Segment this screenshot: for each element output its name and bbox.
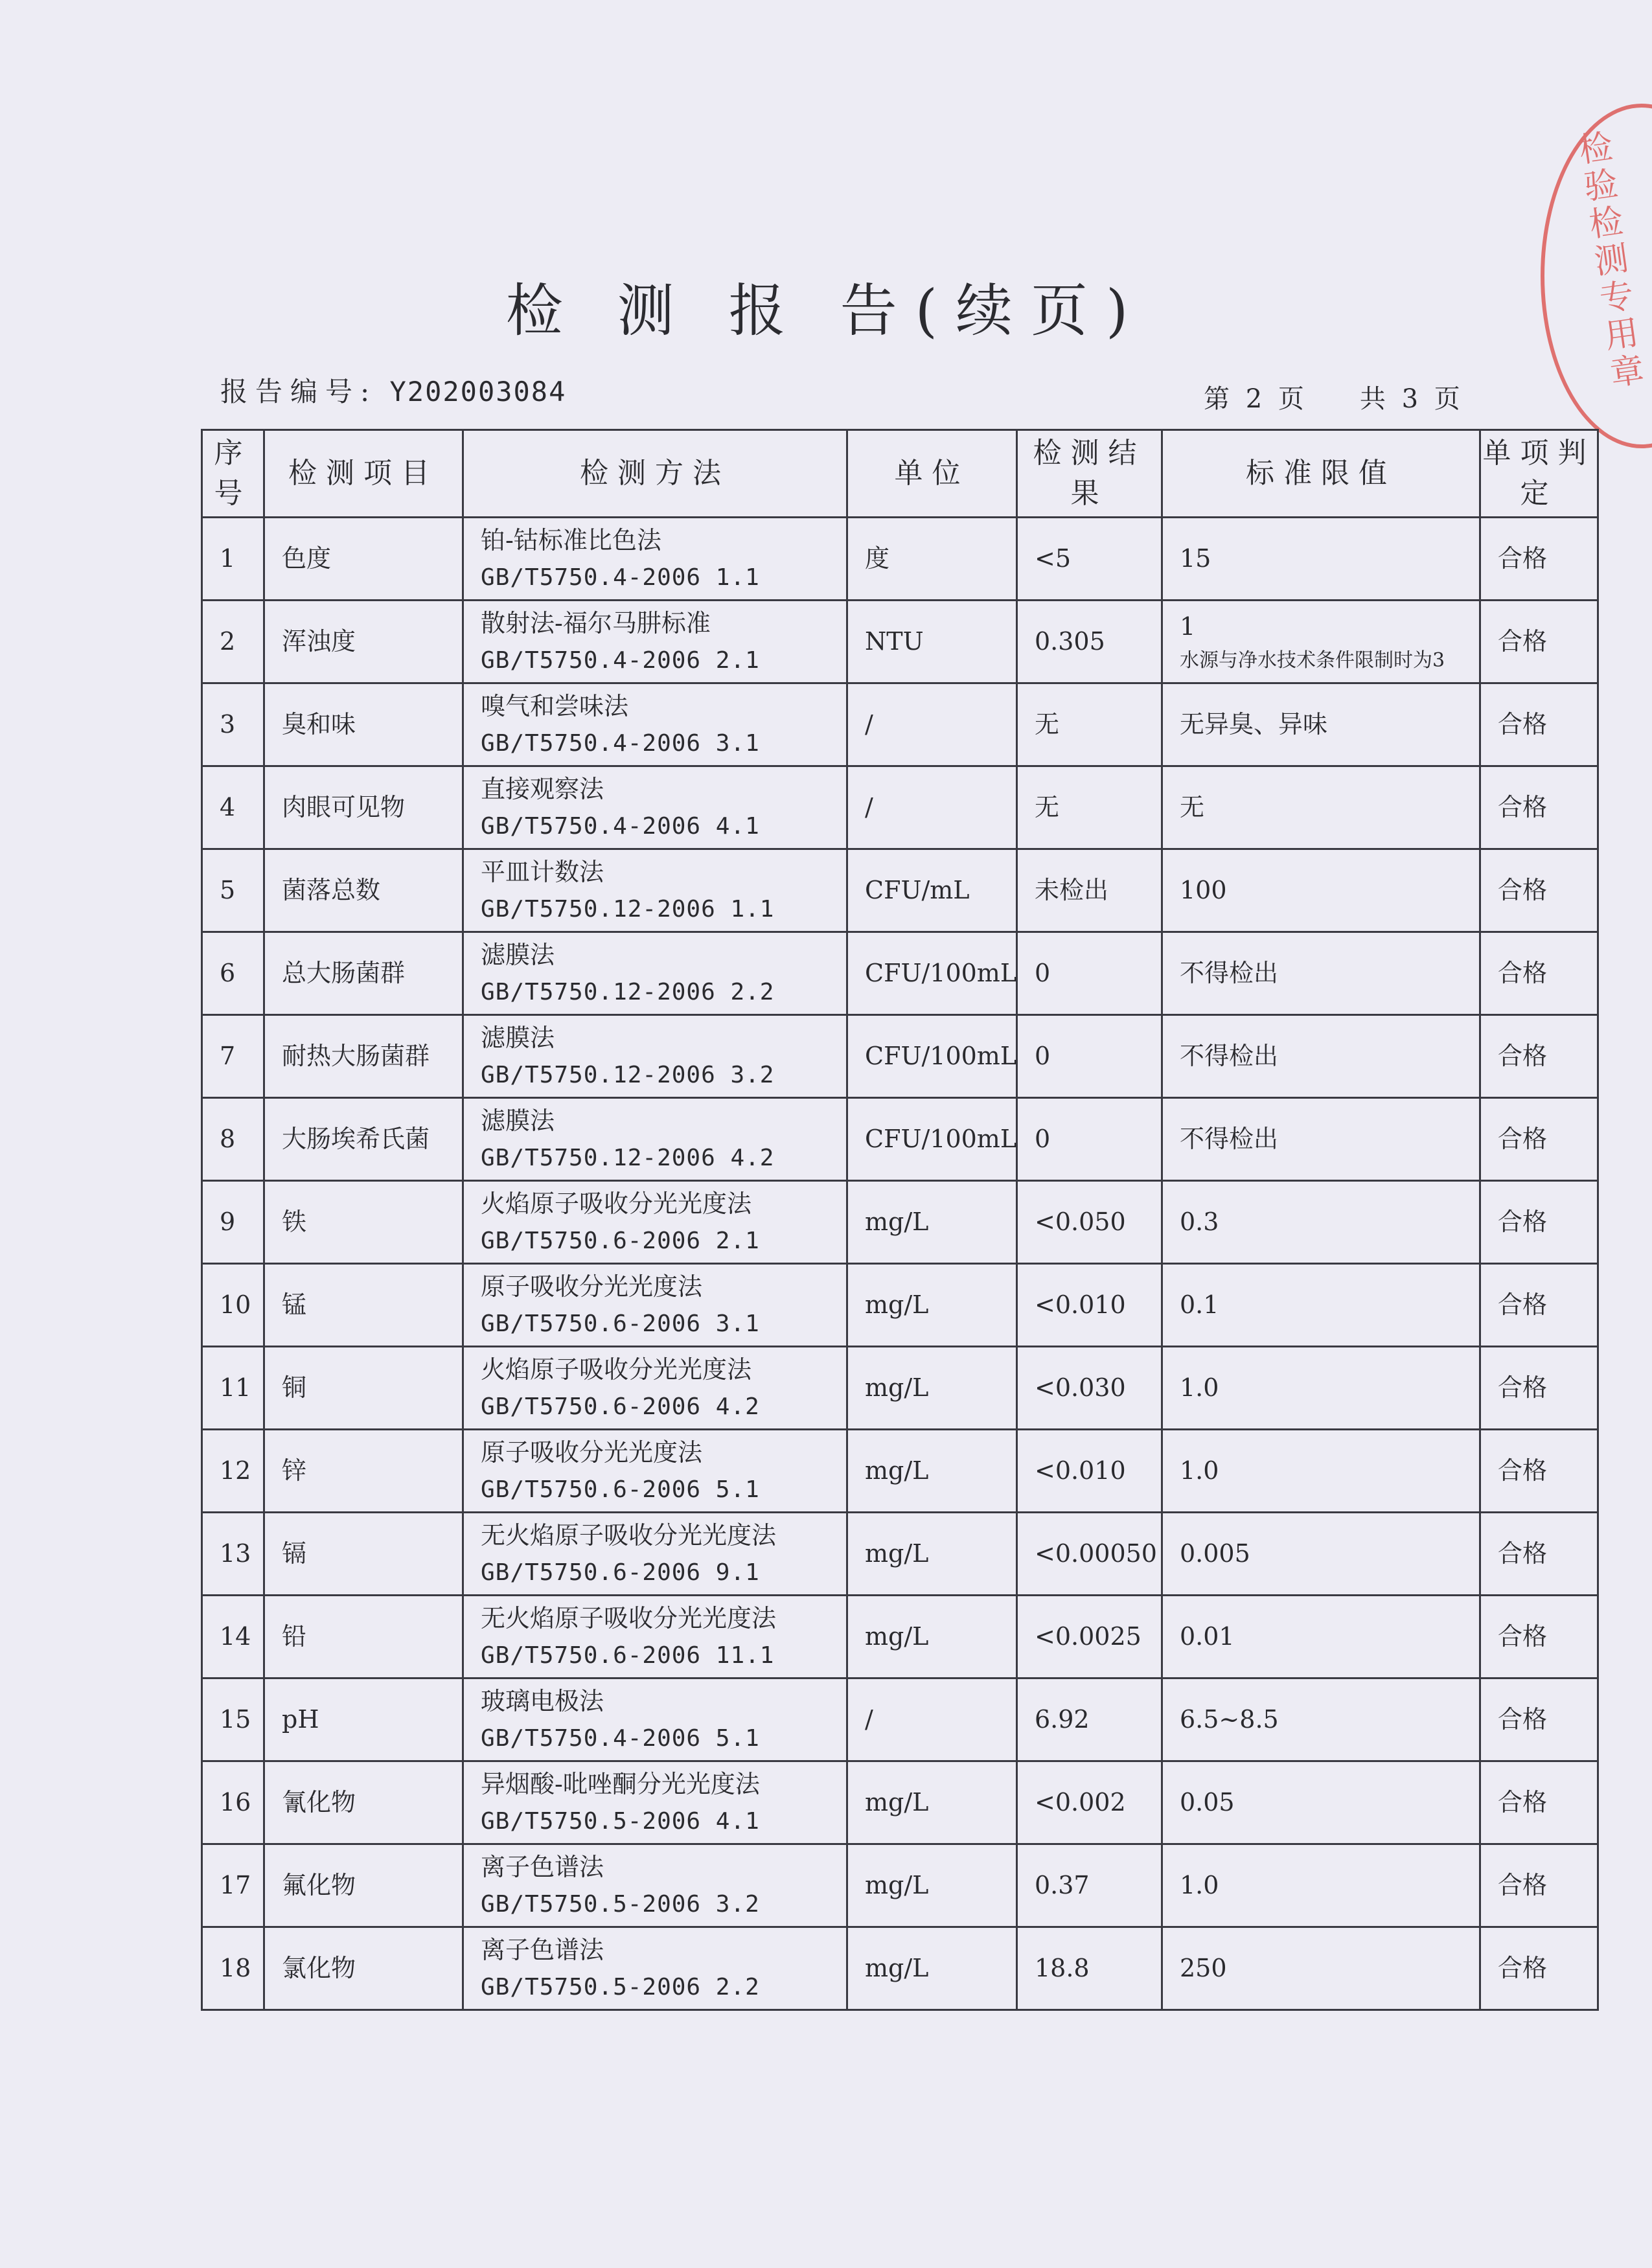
cell-unit: 度 — [847, 518, 1017, 601]
cell-limit — [1162, 1927, 1480, 2010]
results-table — [201, 429, 1599, 2011]
report-number — [220, 371, 566, 409]
limit-value: 250 — [1180, 1954, 1227, 1983]
table-row — [202, 1347, 1598, 1430]
limit-value: 1.0 — [1180, 1871, 1219, 1900]
cell-index: 3 — [202, 683, 264, 766]
limit-value: 不得检出 — [1180, 1125, 1279, 1154]
cell-result: <0.010 — [1017, 1430, 1162, 1513]
cell-judgement: 合格 — [1480, 1513, 1598, 1596]
cell-unit: / — [847, 683, 1017, 766]
cell-index: 7 — [202, 1015, 264, 1098]
cell-unit: mg/L — [847, 1927, 1017, 2010]
limit-value: 不得检出 — [1180, 1042, 1279, 1071]
cell-method — [463, 1844, 847, 1927]
table-row — [202, 766, 1598, 849]
page-info — [1204, 378, 1471, 415]
cell-result: 0.305 — [1017, 601, 1162, 683]
cell-unit: CFU/mL — [847, 849, 1017, 932]
cell-result: 0 — [1017, 1098, 1162, 1181]
method-standard: GB/T5750.4-2006 3.1 — [481, 730, 760, 757]
method-standard: GB/T5750.5-2006 4.1 — [481, 1808, 760, 1835]
cell-method — [463, 1015, 847, 1098]
cell-result: 0 — [1017, 1015, 1162, 1098]
method-name: 原子吸收分光光度法 — [481, 1438, 703, 1467]
cell-unit: / — [847, 1678, 1017, 1761]
limit-value: 0.05 — [1180, 1788, 1235, 1817]
header-method: 检测方法 — [463, 430, 847, 518]
method-name: 火焰原子吸收分光光度法 — [481, 1355, 752, 1384]
cell-result: <0.010 — [1017, 1264, 1162, 1347]
method-standard: GB/T5750.4-2006 4.1 — [481, 813, 760, 840]
cell-limit — [1162, 1430, 1480, 1513]
cell-item: 氰化物 — [264, 1761, 463, 1844]
method-name: 无火焰原子吸收分光光度法 — [481, 1604, 777, 1633]
cell-limit — [1162, 1513, 1480, 1596]
cell-result: 未检出 — [1017, 849, 1162, 932]
cell-limit — [1162, 849, 1480, 932]
cell-judgement: 合格 — [1480, 1678, 1598, 1761]
method-name: 滤膜法 — [481, 941, 555, 970]
table-row — [202, 1015, 1598, 1098]
cell-result: 18.8 — [1017, 1927, 1162, 2010]
table-row — [202, 1761, 1598, 1844]
seal-text: 检验检测专用章 — [1570, 128, 1646, 395]
method-name: 离子色谱法 — [481, 1936, 604, 1965]
cell-judgement: 合格 — [1480, 849, 1598, 932]
cell-result: 0 — [1017, 932, 1162, 1015]
report-number-label: 报告编号: — [220, 376, 378, 407]
table-row — [202, 1098, 1598, 1181]
cell-method — [463, 518, 847, 601]
header-limit: 标准限值 — [1162, 430, 1480, 518]
table-row — [202, 1844, 1598, 1927]
limit-value: 0.3 — [1180, 1208, 1219, 1237]
table-header-row — [202, 430, 1598, 518]
cell-judgement: 合格 — [1480, 1844, 1598, 1927]
cell-limit — [1162, 1015, 1480, 1098]
cell-index: 18 — [202, 1927, 264, 2010]
cell-unit: mg/L — [847, 1264, 1017, 1347]
cell-limit — [1162, 932, 1480, 1015]
table-row — [202, 518, 1598, 601]
table-row — [202, 1927, 1598, 2010]
cell-item: 铜 — [264, 1347, 463, 1430]
header-result: 检测结果 — [1017, 430, 1162, 518]
cell-index: 14 — [202, 1596, 264, 1678]
cell-judgement: 合格 — [1480, 766, 1598, 849]
cell-unit: mg/L — [847, 1181, 1017, 1264]
cell-item: 臭和味 — [264, 683, 463, 766]
cell-limit — [1162, 601, 1480, 683]
method-standard: GB/T5750.4-2006 2.1 — [481, 647, 760, 674]
header-judgement: 单项判定 — [1480, 430, 1598, 518]
cell-method — [463, 1347, 847, 1430]
cell-limit — [1162, 1844, 1480, 1927]
header-unit: 单位 — [847, 430, 1017, 518]
cell-result: 无 — [1017, 766, 1162, 849]
cell-judgement: 合格 — [1480, 1761, 1598, 1844]
cell-item: 镉 — [264, 1513, 463, 1596]
cell-index: 4 — [202, 766, 264, 849]
cell-result: <0.002 — [1017, 1761, 1162, 1844]
cell-method — [463, 1430, 847, 1513]
cell-item: 锌 — [264, 1430, 463, 1513]
method-standard: GB/T5750.4-2006 5.1 — [481, 1725, 760, 1752]
cell-unit: CFU/100mL — [847, 932, 1017, 1015]
table-row — [202, 1181, 1598, 1264]
cell-judgement: 合格 — [1480, 1596, 1598, 1678]
cell-limit — [1162, 683, 1480, 766]
method-standard: GB/T5750.5-2006 3.2 — [481, 1891, 760, 1918]
cell-index: 9 — [202, 1181, 264, 1264]
cell-method — [463, 683, 847, 766]
cell-result: <5 — [1017, 518, 1162, 601]
table-row — [202, 1430, 1598, 1513]
cell-item: 氯化物 — [264, 1927, 463, 2010]
cell-method — [463, 601, 847, 683]
method-name: 异烟酸-吡唑酮分光光度法 — [481, 1770, 760, 1799]
cell-limit — [1162, 518, 1480, 601]
page-current: 第 2 页 — [1204, 384, 1308, 414]
cell-judgement: 合格 — [1480, 1181, 1598, 1264]
cell-index: 13 — [202, 1513, 264, 1596]
cell-item: 色度 — [264, 518, 463, 601]
cell-index: 17 — [202, 1844, 264, 1927]
cell-result: 无 — [1017, 683, 1162, 766]
method-name: 无火焰原子吸收分光光度法 — [481, 1521, 777, 1550]
cell-result: 6.92 — [1017, 1678, 1162, 1761]
cell-item: 耐热大肠菌群 — [264, 1015, 463, 1098]
limit-value: 1.0 — [1180, 1373, 1219, 1403]
table-row — [202, 601, 1598, 683]
cell-unit: mg/L — [847, 1761, 1017, 1844]
limit-note: 水源与净水技术条件限制时为3 — [1180, 648, 1445, 672]
cell-unit: mg/L — [847, 1596, 1017, 1678]
cell-judgement: 合格 — [1480, 932, 1598, 1015]
cell-method — [463, 1513, 847, 1596]
cell-item: 氟化物 — [264, 1844, 463, 1927]
cell-judgement: 合格 — [1480, 1347, 1598, 1430]
method-name: 滤膜法 — [481, 1106, 555, 1136]
limit-value: 无异臭、异味 — [1180, 710, 1328, 739]
cell-method — [463, 932, 847, 1015]
method-name: 嗅气和尝味法 — [481, 692, 629, 721]
table-row — [202, 1513, 1598, 1596]
method-standard: GB/T5750.6-2006 2.1 — [481, 1228, 760, 1255]
cell-limit — [1162, 1264, 1480, 1347]
cell-result: <0.050 — [1017, 1181, 1162, 1264]
cell-item: 大肠埃希氏菌 — [264, 1098, 463, 1181]
cell-limit — [1162, 766, 1480, 849]
table-row — [202, 683, 1598, 766]
cell-method — [463, 1181, 847, 1264]
cell-index: 8 — [202, 1098, 264, 1181]
table-row — [202, 1678, 1598, 1761]
cell-result: <0.0025 — [1017, 1596, 1162, 1678]
cell-method — [463, 1098, 847, 1181]
limit-value: 1.0 — [1180, 1456, 1219, 1485]
method-standard: GB/T5750.12-2006 3.2 — [481, 1062, 775, 1089]
cell-unit: NTU — [847, 601, 1017, 683]
cell-limit — [1162, 1347, 1480, 1430]
limit-value: 0.01 — [1180, 1622, 1235, 1651]
limit-value: 0.005 — [1180, 1539, 1250, 1568]
cell-index: 16 — [202, 1761, 264, 1844]
cell-limit — [1162, 1181, 1480, 1264]
report-number-value: Y202003084 — [389, 376, 567, 407]
method-standard: GB/T5750.6-2006 3.1 — [481, 1311, 760, 1338]
method-standard: GB/T5750.6-2006 9.1 — [481, 1559, 760, 1586]
limit-value: 6.5~8.5 — [1180, 1705, 1279, 1734]
cell-unit: mg/L — [847, 1347, 1017, 1430]
header-item: 检测项目 — [264, 430, 463, 518]
table-row — [202, 849, 1598, 932]
method-standard: GB/T5750.12-2006 2.2 — [481, 979, 775, 1006]
cell-result: <0.030 — [1017, 1347, 1162, 1430]
cell-judgement: 合格 — [1480, 1015, 1598, 1098]
cell-limit — [1162, 1098, 1480, 1181]
cell-item: 肉眼可见物 — [264, 766, 463, 849]
method-standard: GB/T5750.4-2006 1.1 — [481, 564, 760, 591]
header-index: 序号 — [202, 430, 264, 518]
cell-unit: CFU/100mL — [847, 1015, 1017, 1098]
method-standard: GB/T5750.12-2006 1.1 — [481, 896, 775, 923]
limit-value: 0.1 — [1180, 1290, 1219, 1320]
method-name: 散射法-福尔马肼标准 — [481, 609, 711, 638]
cell-limit — [1162, 1761, 1480, 1844]
cell-method — [463, 1927, 847, 2010]
page-total: 共 3 页 — [1359, 384, 1464, 414]
cell-method — [463, 1678, 847, 1761]
cell-judgement: 合格 — [1480, 518, 1598, 601]
cell-unit: mg/L — [847, 1513, 1017, 1596]
cell-method — [463, 1264, 847, 1347]
method-name: 玻璃电极法 — [481, 1687, 604, 1716]
cell-method — [463, 1761, 847, 1844]
cell-unit: CFU/100mL — [847, 1098, 1017, 1181]
cell-index: 1 — [202, 518, 264, 601]
cell-item: 总大肠菌群 — [264, 932, 463, 1015]
limit-value: 1 — [1180, 612, 1196, 641]
cell-item: 锰 — [264, 1264, 463, 1347]
method-standard: GB/T5750.6-2006 4.2 — [481, 1393, 760, 1421]
cell-index: 10 — [202, 1264, 264, 1347]
cell-item: pH — [264, 1678, 463, 1761]
method-standard: GB/T5750.6-2006 5.1 — [481, 1476, 760, 1504]
cell-item: 铁 — [264, 1181, 463, 1264]
method-standard: GB/T5750.5-2006 2.2 — [481, 1974, 760, 2001]
limit-value: 不得检出 — [1180, 959, 1279, 988]
limit-value: 15 — [1180, 544, 1211, 573]
cell-index: 15 — [202, 1678, 264, 1761]
method-name: 平皿计数法 — [481, 858, 604, 887]
cell-index: 12 — [202, 1430, 264, 1513]
cell-method — [463, 1596, 847, 1678]
method-name: 原子吸收分光光度法 — [481, 1272, 703, 1301]
cell-judgement: 合格 — [1480, 601, 1598, 683]
method-standard: GB/T5750.6-2006 11.1 — [481, 1642, 775, 1669]
method-name: 滤膜法 — [481, 1024, 555, 1053]
cell-method — [463, 849, 847, 932]
cell-unit: / — [847, 766, 1017, 849]
cell-limit — [1162, 1678, 1480, 1761]
cell-unit: mg/L — [847, 1430, 1017, 1513]
cell-index: 2 — [202, 601, 264, 683]
cell-limit — [1162, 1596, 1480, 1678]
cell-index: 5 — [202, 849, 264, 932]
method-name: 火焰原子吸收分光光度法 — [481, 1189, 752, 1219]
cell-result: 0.37 — [1017, 1844, 1162, 1927]
method-name: 直接观察法 — [481, 775, 604, 804]
page-title: 检 测 报 告(续页) — [505, 277, 1147, 344]
method-name: 离子色谱法 — [481, 1853, 604, 1882]
table-row — [202, 1264, 1598, 1347]
cell-judgement: 合格 — [1480, 1927, 1598, 2010]
cell-item: 铅 — [264, 1596, 463, 1678]
cell-result: <0.00050 — [1017, 1513, 1162, 1596]
limit-value: 无 — [1180, 793, 1205, 822]
cell-item: 浑浊度 — [264, 601, 463, 683]
method-standard: GB/T5750.12-2006 4.2 — [481, 1145, 775, 1172]
table-row — [202, 1596, 1598, 1678]
limit-value: 100 — [1180, 876, 1227, 905]
cell-judgement: 合格 — [1480, 683, 1598, 766]
cell-judgement: 合格 — [1480, 1098, 1598, 1181]
cell-judgement: 合格 — [1480, 1430, 1598, 1513]
cell-judgement: 合格 — [1480, 1264, 1598, 1347]
cell-index: 6 — [202, 932, 264, 1015]
cell-index: 11 — [202, 1347, 264, 1430]
cell-item: 菌落总数 — [264, 849, 463, 932]
table-row — [202, 932, 1598, 1015]
method-name: 铂-钴标准比色法 — [481, 526, 661, 555]
cell-unit: mg/L — [847, 1844, 1017, 1927]
cell-method — [463, 766, 847, 849]
